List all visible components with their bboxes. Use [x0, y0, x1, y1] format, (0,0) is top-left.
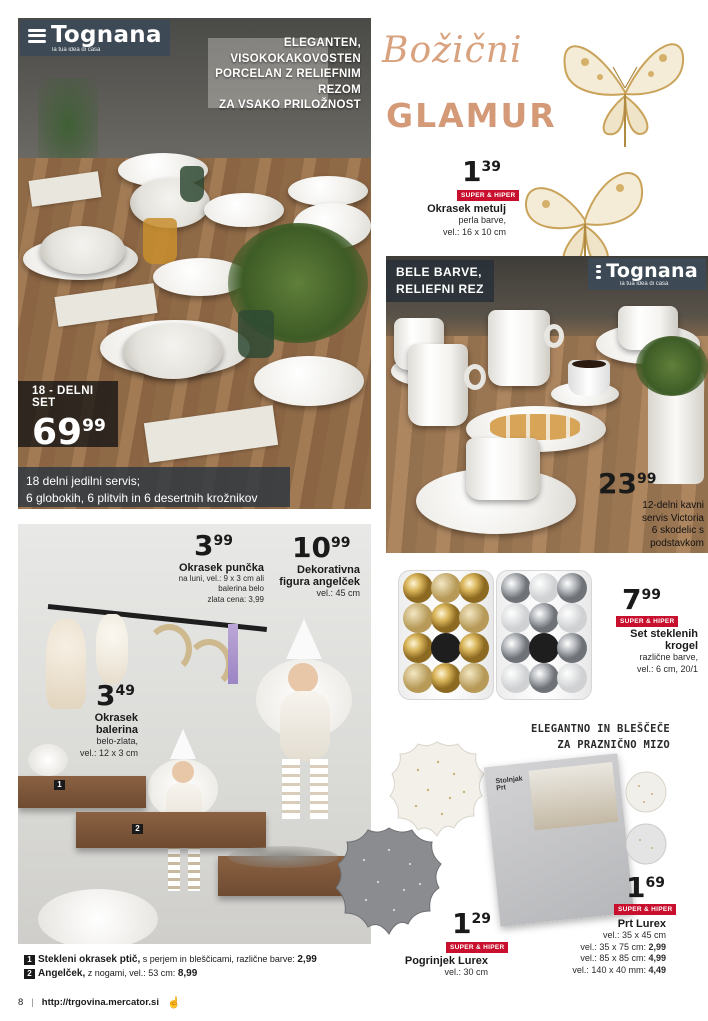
product-detail: perla barve,: [458, 215, 506, 225]
angel-figure-info: [250, 564, 360, 600]
product-detail: vel.: 30 cm: [444, 967, 488, 977]
cup: [466, 438, 540, 500]
green-glass: [238, 310, 274, 358]
angel-body: [280, 691, 330, 761]
item-number: 2: [24, 969, 35, 979]
plate: [288, 176, 368, 206]
product-detail: vel.: 6 cm, 20/1: [636, 663, 698, 674]
angel-figure: [256, 619, 352, 824]
green-glass: [180, 166, 204, 202]
dining-set-photo: [18, 18, 371, 509]
item-name: Stekleni okrasek ptič,: [38, 954, 141, 965]
bowl: [123, 323, 223, 379]
headline-line: ZA PRAZNIČNO MIZO: [557, 738, 670, 751]
size-label: vel.: 85 x 85 cm:: [580, 953, 646, 964]
plate: [254, 356, 364, 406]
plate: [204, 193, 284, 227]
size-row: [540, 942, 666, 954]
product-name: Okrasek punčka: [179, 562, 264, 574]
product-name: Okrasek: [94, 712, 138, 724]
price-decimal: 99: [330, 535, 351, 551]
product-name: Prt Lurex: [617, 918, 666, 930]
fur-pillow: [38, 889, 158, 944]
angel-leg: [168, 841, 180, 891]
set-label: 18 - DELNI SET: [32, 385, 94, 409]
item-details: s perjem in bleščicami, različne barve:: [142, 954, 295, 964]
item-name: Angelček,: [38, 968, 86, 979]
package-title: Stolnjak Prt: [495, 775, 524, 793]
price-integer: 1: [626, 871, 646, 904]
coffee-set-photo: [386, 256, 708, 553]
product-name: figura angelček: [279, 576, 360, 588]
shelf-number: 1: [54, 780, 65, 790]
brand-name: Tognana: [606, 260, 698, 282]
set-price-badge: [18, 381, 118, 453]
set-price: [18, 409, 118, 451]
price-decimal: 99: [636, 471, 657, 487]
moon-ornament: [186, 639, 232, 689]
butterfly-price: [462, 155, 501, 188]
angel-leg: [188, 841, 200, 891]
product-name: krogel: [664, 640, 698, 652]
ornament-balls-image: [398, 570, 594, 700]
store-url-link[interactable]: http://trgovina.mercator.si: [41, 997, 159, 1008]
angel-leg: [310, 759, 328, 819]
product-detail: balerina belo: [218, 584, 264, 594]
mug: [488, 310, 550, 386]
super-hiper-badge: SUPER & HIPER: [446, 942, 508, 953]
coffee-details: [604, 500, 704, 550]
list-item: [24, 967, 374, 981]
item-price: 2,99: [297, 954, 317, 965]
size-row: [540, 930, 666, 942]
doll-ornament: [46, 619, 86, 709]
product-detail: na luni, vel.: 9 x 3 cm ali: [178, 574, 264, 583]
gold-balls: [403, 573, 489, 693]
headline-line: ELEGANTEN, VISOKOKAKOVOSTEN: [230, 37, 361, 65]
product-detail: različne barve,: [639, 652, 698, 662]
headline-line: PORCELAN Z RELIEFNIM REZOM: [215, 68, 361, 96]
butterfly-ornament-image: [555, 22, 695, 157]
angel-hat: [286, 619, 322, 659]
page-footer: [18, 996, 181, 1009]
tognana-mark-icon: [28, 29, 46, 43]
ballerina-info: [58, 712, 138, 759]
detail-line: podstavkom: [650, 537, 704, 549]
angels-photo: [18, 524, 371, 944]
product-name: Pogrinjek Lurex: [404, 955, 488, 967]
price-integer: 1: [452, 907, 472, 940]
mug-handle: [464, 364, 486, 390]
label-line: RELIEFNI REZ: [396, 281, 485, 296]
size-row: [540, 953, 666, 965]
angel-ornament: [96, 614, 128, 684]
list-item: [24, 953, 374, 967]
silver-balls: [501, 573, 587, 693]
tognana-mark-icon: [596, 265, 601, 279]
price-decimal: 49: [115, 683, 135, 699]
price-integer: 7: [622, 583, 642, 616]
page-number: 8: [18, 997, 24, 1008]
super-hiper-badge: SUPER & HIPER: [614, 904, 676, 915]
doll-price: [194, 529, 233, 562]
tablecloth-package: [484, 753, 634, 926]
angel-figure-price: [292, 531, 351, 564]
bowl: [40, 226, 125, 274]
ornaments-info: [590, 628, 698, 675]
mug: [408, 344, 468, 426]
price-integer: 69: [32, 412, 83, 453]
size-label: vel.: 35 x 45 cm: [602, 930, 666, 940]
price-decimal: 69: [645, 875, 665, 891]
pastries: [490, 414, 580, 440]
placemat-image: [388, 740, 486, 840]
angel-face: [288, 663, 318, 693]
item-number: 1: [24, 955, 35, 965]
doll-info: [136, 562, 264, 605]
size-price: 4,49: [648, 965, 666, 976]
brand-name: Tognana: [51, 22, 162, 48]
product-detail: belo-zlata,: [96, 736, 138, 746]
super-hiper-badge: SUPER & HIPER: [457, 190, 519, 201]
footer-divider: |: [31, 997, 34, 1008]
price-integer: 10: [292, 531, 331, 564]
coffee-label: [386, 260, 494, 302]
header-script: Božični: [382, 30, 523, 71]
elegantno-headline: [500, 722, 670, 754]
product-name: Set steklenih: [630, 628, 698, 640]
package-photo: [529, 762, 619, 830]
dining-headline: [171, 36, 361, 114]
size-label: vel.: 140 x 40 mm:: [572, 965, 646, 976]
description-line: 6 globokih, 6 plitvih in 6 desertnih krožnikov: [26, 491, 258, 506]
product-name: balerina: [95, 724, 138, 736]
shelf: [76, 812, 266, 848]
amber-glass: [143, 218, 177, 264]
price-integer: 1: [462, 155, 482, 188]
description-line: 18 delni jedilni servis;: [26, 474, 141, 488]
placemat-info: [380, 955, 488, 979]
label-line: BELE BARVE,: [396, 265, 482, 279]
price-decimal: 99: [641, 587, 661, 603]
price-decimal: 29: [471, 911, 491, 927]
size-label: vel.: 35 x 75 cm:: [580, 941, 646, 952]
angel-face: [172, 761, 194, 783]
brand-tagline: la tua idea di casa: [52, 47, 101, 53]
size-row: [540, 965, 666, 977]
numbered-items-list: [24, 953, 374, 981]
price-decimal: 39: [481, 159, 501, 175]
flowers: [636, 336, 708, 396]
product-detail: vel.: 16 x 10 cm: [442, 226, 506, 237]
item-price: 8,99: [177, 968, 198, 979]
ballerina-price: [96, 679, 135, 712]
detail-line: 6 skodelic s: [651, 525, 704, 536]
price-decimal: 99: [213, 533, 233, 549]
product-name: Okrasek metulj: [427, 203, 506, 215]
product-detail: vel.: 45 cm: [316, 588, 360, 598]
shelf: [18, 776, 146, 808]
placemat-price: [452, 907, 491, 940]
coffee-price: [598, 467, 657, 500]
ribbon: [228, 624, 238, 684]
size-price: 4,99: [648, 953, 666, 964]
product-detail: zlata cena: 3,99: [207, 594, 264, 604]
ornaments-price: [622, 583, 661, 616]
size-price: 2,99: [648, 941, 666, 952]
coffee: [572, 360, 606, 368]
fur-decoration: [228, 846, 338, 868]
mug-handle: [544, 324, 564, 348]
tognana-logo: [588, 258, 706, 290]
tablecloth-swatch-image: [624, 770, 668, 870]
price-integer: 3: [96, 679, 116, 712]
tablecloth-info: [540, 918, 666, 977]
tablecloth-price: [626, 871, 665, 904]
butterfly-info: [410, 203, 506, 238]
item-details: z nogami, vel.: 53 cm:: [87, 968, 176, 978]
angel-leg: [282, 759, 300, 819]
super-hiper-badge: SUPER & HIPER: [616, 616, 678, 627]
price-integer: 23: [598, 467, 637, 500]
product-name: Dekorativna: [297, 564, 360, 576]
pointer-hand-icon: ☝: [166, 997, 181, 1009]
product-detail: vel.: 12 x 3 cm: [79, 747, 138, 758]
detail-line: servis Victoria: [641, 512, 704, 524]
headline-line: ELEGANTNO IN BLEŠČEČE: [530, 723, 670, 735]
price-integer: 3: [194, 529, 214, 562]
set-description: [18, 467, 290, 507]
moon-ornament: [146, 624, 192, 674]
tognana-logo: [20, 20, 170, 56]
shelf-number: 2: [132, 824, 143, 834]
headline-line: ZA VSAKO PRILOŽNOST: [219, 99, 361, 112]
angel-hat: [170, 729, 196, 759]
header-title: GLAMUR: [386, 96, 557, 135]
brand-tagline: la tua idea di casa: [620, 281, 669, 287]
placemat-grey-image: [334, 826, 444, 938]
price-decimal: 99: [82, 416, 106, 436]
detail-line: 12-delni kavni: [642, 500, 704, 511]
